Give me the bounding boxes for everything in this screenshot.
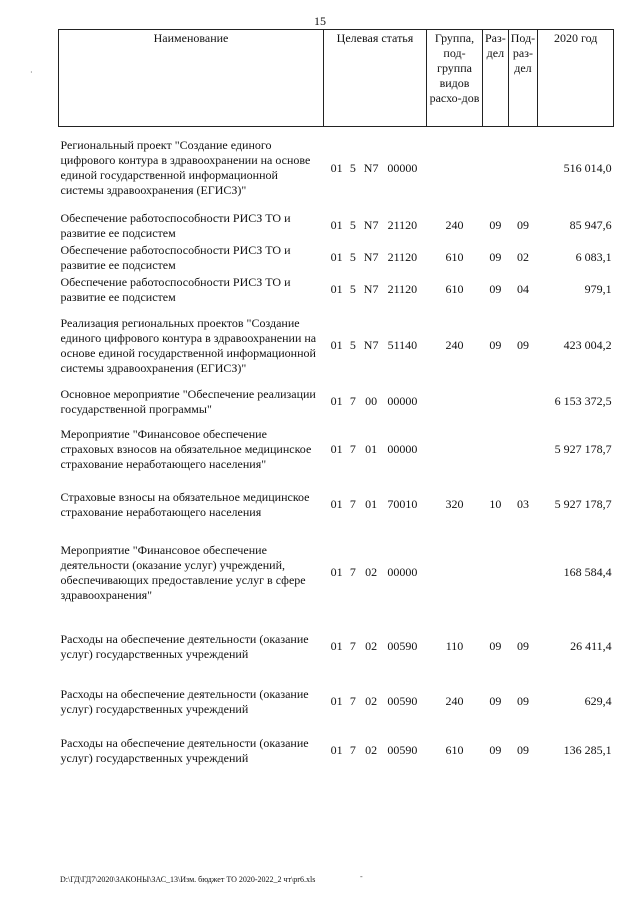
row-section: 09 — [489, 338, 502, 352]
row-subsection: 09 — [516, 639, 529, 653]
row-amount: 136 285,1 — [563, 743, 612, 757]
row-target-article — [324, 274, 427, 306]
target-article-part: 21120 — [387, 250, 418, 264]
target-article-part: 5 — [349, 338, 356, 352]
row-section — [483, 127, 509, 210]
header-subsection: Под-раз-дел — [508, 30, 537, 127]
row-section: 09 — [489, 282, 502, 296]
row-subsection: 09 — [516, 743, 529, 757]
row-name: Реализация региональных проектов "Создание единого цифрового контура в здравоохранении на основе единой государственной информационной системы здравоохранения (ЕГИСЗ)" — [60, 315, 317, 375]
target-article-part: 01 — [330, 743, 343, 757]
target-article-part: 01 — [365, 497, 378, 511]
target-article-part: 70010 — [387, 497, 418, 511]
row-name: Обеспечение работоспособности РИСЗ ТО и развитие ее подсистем — [60, 274, 291, 304]
row-expense-group: 240 — [445, 218, 464, 232]
target-article-part: 02 — [365, 639, 378, 653]
row-target-article — [324, 481, 427, 529]
row-amount: 423 004,2 — [563, 338, 612, 352]
target-article-part: 01 — [330, 497, 343, 511]
table-row — [59, 242, 614, 274]
row-name: Обеспечение работоспособности РИСЗ ТО и развитие ее подсистем — [60, 242, 291, 272]
target-article-part: N7 — [363, 160, 379, 175]
target-article-part: 00590 — [387, 639, 418, 653]
table-row — [59, 529, 614, 617]
row-expense-group — [427, 529, 483, 617]
row-subsection: 04 — [516, 282, 529, 296]
row-target-article — [324, 677, 427, 727]
row-amount: 979,1 — [584, 282, 612, 296]
target-article-part: 01 — [330, 394, 343, 408]
row-amount: 168 584,4 — [563, 565, 612, 579]
row-target-article — [324, 418, 427, 481]
row-target-article — [324, 529, 427, 617]
row-expense-group: 240 — [445, 694, 464, 708]
target-article-part: 01 — [330, 441, 343, 456]
target-article-part: N7 — [363, 250, 379, 264]
row-expense-group — [427, 386, 483, 418]
row-target-article — [324, 386, 427, 418]
scan-mark: - — [360, 872, 363, 881]
target-article-part: 00000 — [387, 394, 418, 408]
row-target-article — [324, 727, 427, 775]
target-article-part: 7 — [349, 639, 356, 653]
target-article-part: 21120 — [387, 218, 418, 232]
row-subsection: 09 — [516, 338, 529, 352]
row-section — [483, 386, 509, 418]
target-article-part: 01 — [330, 250, 343, 264]
row-target-article — [324, 242, 427, 274]
target-article-part: 01 — [330, 565, 343, 579]
target-article-part: 00590 — [387, 694, 418, 708]
row-expense-group — [427, 418, 483, 481]
row-section: 09 — [489, 250, 502, 264]
target-article-part: 7 — [349, 565, 356, 579]
target-article-part: 01 — [330, 338, 343, 352]
row-expense-group: 320 — [445, 497, 464, 511]
row-section — [483, 418, 509, 481]
target-article-part: 7 — [349, 694, 356, 708]
target-article-part: 01 — [330, 694, 343, 708]
target-article-part: 21120 — [387, 282, 418, 296]
target-article-part: 00000 — [387, 160, 418, 175]
row-target-article — [324, 617, 427, 677]
target-article-part: 00000 — [387, 565, 418, 579]
row-subsection — [508, 529, 537, 617]
target-article-part: 5 — [349, 160, 356, 175]
header-section: Раз-дел — [483, 30, 509, 127]
row-section: 09 — [489, 218, 502, 232]
table-row — [59, 274, 614, 306]
row-subsection: 09 — [516, 218, 529, 232]
target-article-part: 01 — [365, 441, 378, 456]
target-article-part: 7 — [349, 743, 356, 757]
table-row — [59, 727, 614, 775]
scan-mark: · — [30, 68, 33, 77]
target-article-part: 00590 — [387, 743, 418, 757]
target-article-part: N7 — [363, 338, 379, 352]
row-amount: 629,4 — [584, 694, 612, 708]
table-row — [59, 210, 614, 242]
row-amount: 5 927 178,7 — [554, 441, 612, 456]
row-target-article — [324, 306, 427, 386]
file-path-footer: D:\ГД\ГД7\2020\ЗАКОНЫ\ЗАС_13\Изм. бюджет ТО 2020-2022_2 чт\pr6.xls — [60, 875, 316, 884]
row-expense-group: 240 — [445, 338, 464, 352]
row-expense-group: 610 — [445, 743, 464, 757]
row-expense-group: 610 — [445, 282, 464, 296]
row-section: 09 — [489, 694, 502, 708]
table-row — [59, 306, 614, 386]
row-name: Страховые взносы на обязательное медицинское страхование неработающего населения — [60, 489, 310, 519]
target-article-part: 01 — [330, 218, 343, 232]
row-amount: 26 411,4 — [570, 639, 612, 653]
budget-table — [58, 29, 614, 775]
row-expense-group: 110 — [445, 639, 464, 653]
row-section: 09 — [489, 639, 502, 653]
row-amount: 85 947,6 — [569, 218, 612, 232]
table-row — [59, 418, 614, 481]
row-name: Расходы на обеспечение деятельности (оказание услуг) государственных учреждений — [60, 735, 309, 765]
row-subsection — [508, 418, 537, 481]
row-name: Основное мероприятие "Обеспечение реализации государственной программы" — [60, 386, 316, 416]
header-year-2020: 2020 год — [538, 30, 614, 127]
row-target-article — [324, 127, 427, 210]
target-article-part: 00000 — [387, 441, 418, 456]
target-article-part: N7 — [363, 282, 379, 296]
header-expense-group: Группа, под-группа видов расхо-дов — [427, 30, 483, 127]
row-name: Расходы на обеспечение деятельности (оказание услуг) государственных учреждений — [60, 631, 309, 661]
table-row — [59, 617, 614, 677]
target-article-part: 5 — [349, 282, 356, 296]
row-name: Обеспечение работоспособности РИСЗ ТО и развитие ее подсистем — [60, 210, 291, 240]
row-amount: 516 014,0 — [563, 160, 612, 175]
target-article-part: 01 — [330, 282, 343, 296]
table-row — [59, 677, 614, 727]
row-name: Мероприятие "Финансовое обеспечение страховых взносов на обязательное медицинское страхование неработающего населения" — [60, 426, 312, 471]
row-subsection: 03 — [516, 497, 529, 511]
row-subsection: 02 — [516, 250, 529, 264]
table-row — [59, 386, 614, 418]
table-row — [59, 127, 614, 210]
row-amount: 6 083,1 — [575, 250, 612, 264]
row-target-article — [324, 210, 427, 242]
target-article-part: 02 — [365, 743, 378, 757]
header-target-article: Целевая статья — [324, 30, 427, 127]
table-header-row — [59, 30, 614, 127]
row-section: 09 — [489, 743, 502, 757]
row-section — [483, 529, 509, 617]
target-article-part: 01 — [330, 639, 343, 653]
row-subsection: 09 — [516, 694, 529, 708]
target-article-part: 51140 — [387, 338, 418, 352]
row-amount: 6 153 372,5 — [554, 394, 612, 408]
header-name: Наименование — [59, 30, 324, 127]
table-row — [59, 481, 614, 529]
row-subsection — [508, 127, 537, 210]
target-article-part: 01 — [330, 160, 343, 175]
target-article-part: 7 — [349, 441, 356, 456]
row-name: Мероприятие "Финансовое обеспечение деятельности (оказание услуг) учреждений, обеспечивающих предоставление услуг в сфере здравоохранения" — [60, 542, 306, 602]
target-article-part: 02 — [365, 694, 378, 708]
target-article-part: N7 — [363, 218, 379, 232]
row-expense-group: 610 — [445, 250, 464, 264]
row-amount: 5 927 178,7 — [554, 497, 612, 511]
target-article-part: 7 — [349, 497, 356, 511]
target-article-part: 7 — [349, 394, 356, 408]
row-section: 10 — [489, 497, 502, 511]
target-article-part: 5 — [349, 250, 356, 264]
target-article-part: 00 — [365, 394, 378, 408]
page-number: 15 — [314, 14, 326, 28]
target-article-part: 5 — [349, 218, 356, 232]
row-subsection — [508, 386, 537, 418]
row-name: Расходы на обеспечение деятельности (оказание услуг) государственных учреждений — [60, 686, 309, 716]
row-expense-group — [427, 127, 483, 210]
target-article-part: 02 — [365, 565, 378, 579]
row-name: Региональный проект "Создание единого цифрового контура в здравоохранении на основе единой государственной информационной системы здравоохранения (ЕГИСЗ)" — [60, 138, 311, 198]
